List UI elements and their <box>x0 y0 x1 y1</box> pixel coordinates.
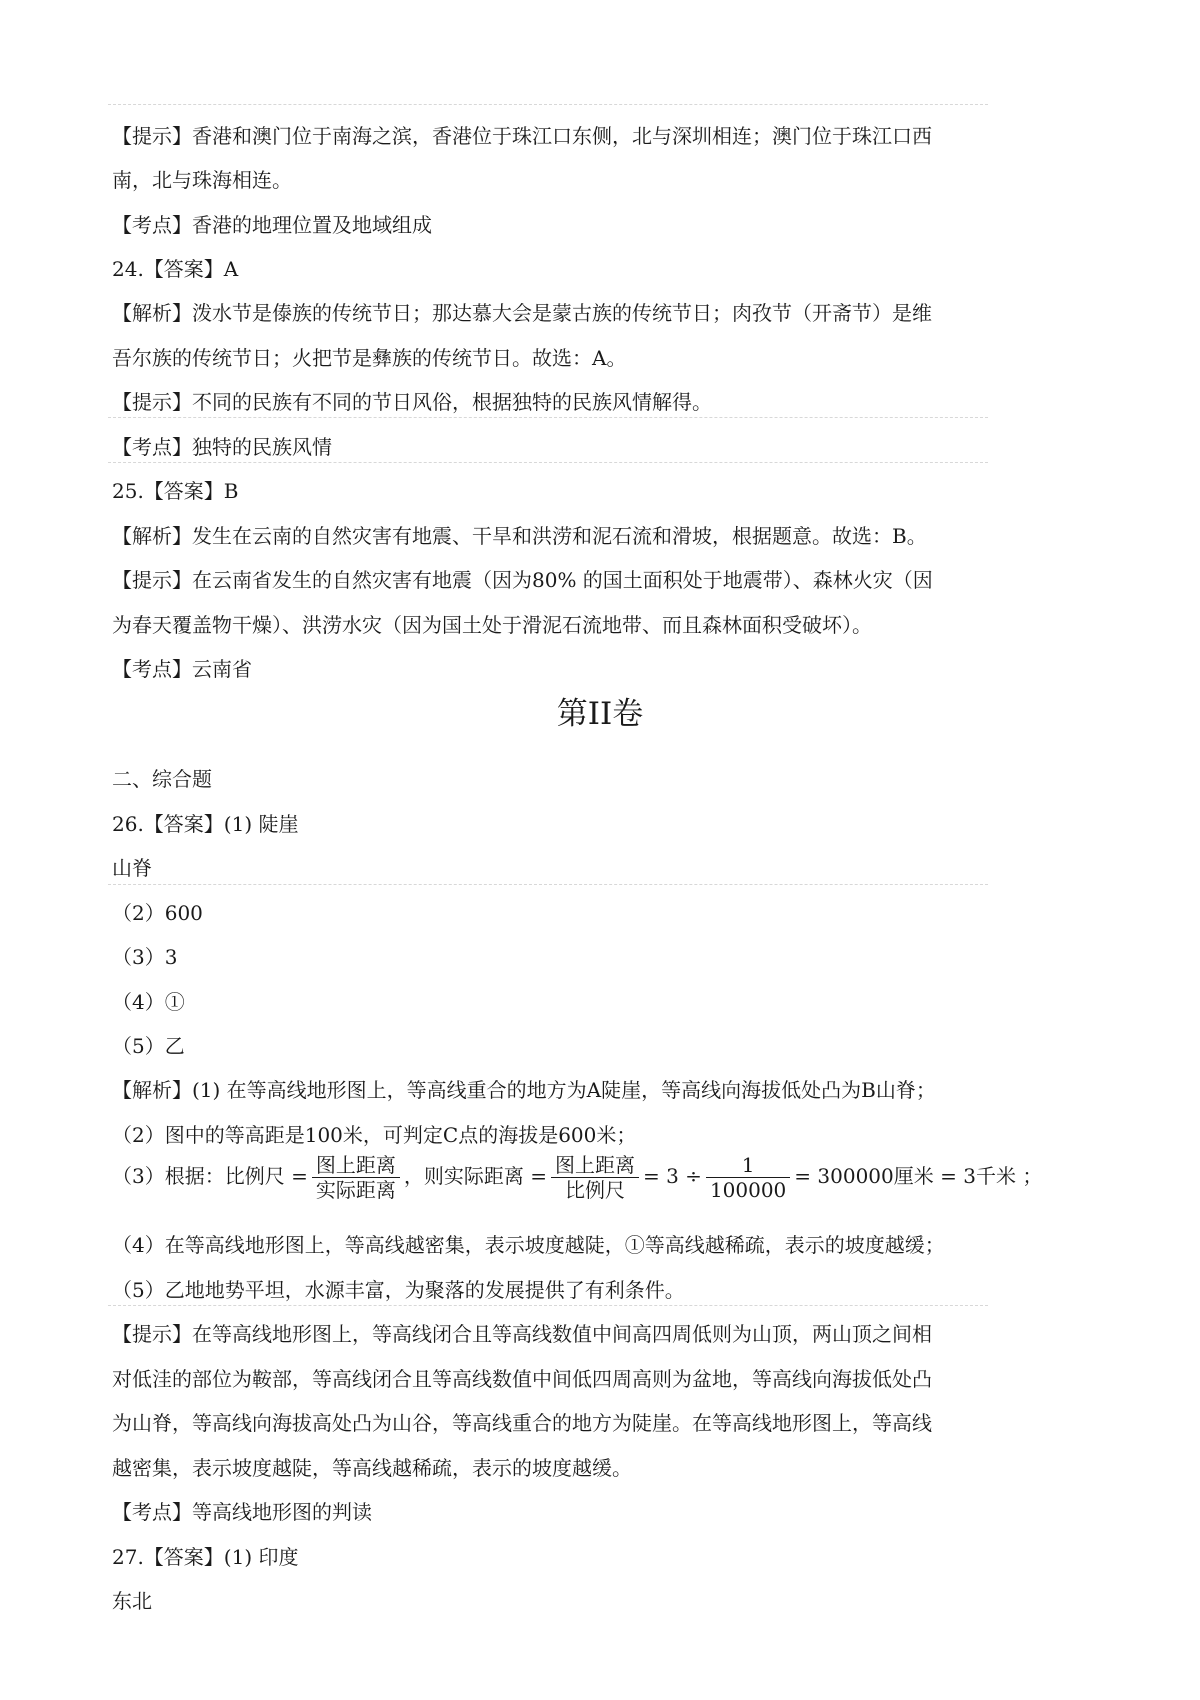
dashed-separator <box>108 417 988 418</box>
fraction-denominator: 100000 <box>709 1178 787 1202</box>
fraction-ratio <box>706 1153 790 1202</box>
text-line: 【提示】不同的民族有不同的节日风俗，根据独特的民族风情解得。 <box>112 390 712 414</box>
fraction-numerator: 图上距离 <box>551 1153 639 1178</box>
formula-middle: ，则实际距离 = <box>403 1164 547 1188</box>
text-line: （2）600 <box>112 901 203 925</box>
fraction-denominator: 比例尺 <box>564 1178 625 1202</box>
text-line: 越密集，表示坡度越陡，等高线越稀疏，表示的坡度越缓。 <box>112 1456 632 1480</box>
dashed-separator <box>108 462 988 463</box>
question-25-answer: 25.【答案】B <box>112 479 239 503</box>
text-line: 南，北与珠海相连。 <box>112 168 292 192</box>
text-line: （2）图中的等高距是100米，可判定C点的海拔是600米； <box>112 1123 637 1147</box>
text-line: 【解析】泼水节是傣族的传统节日；那达慕大会是蒙古族的传统节日；肉孜节（开斋节）是维 <box>112 301 932 325</box>
text-line: 山脊 <box>112 856 152 880</box>
formula-prefix: （3）根据：比例尺 = <box>112 1164 308 1188</box>
dashed-separator <box>108 104 988 105</box>
section-title: 第II卷 <box>556 696 644 732</box>
formula-result: = 300000厘米 = 3千米 ； <box>794 1164 1043 1188</box>
text-line: 【提示】在等高线地形图上，等高线闭合且等高线数值中间高四周低则为山顶，两山顶之间相 <box>112 1322 932 1346</box>
section-heading: 二、综合题 <box>112 767 212 791</box>
text-line: 【考点】等高线地形图的判读 <box>112 1500 372 1524</box>
formula-line <box>112 1152 1043 1212</box>
question-24-answer: 24.【答案】A <box>112 257 239 281</box>
text-line: （4）① <box>112 990 185 1014</box>
formula-eq: = 3 ÷ <box>642 1164 702 1188</box>
text-line: 【考点】香港的地理位置及地域组成 <box>112 213 432 237</box>
fraction-numerator: 图上距离 <box>312 1153 400 1178</box>
text-line: 【考点】独特的民族风情 <box>112 435 332 459</box>
fraction-scale <box>312 1153 400 1202</box>
text-line: 【考点】云南省 <box>112 657 252 681</box>
text-line: 【解析】发生在云南的自然灾害有地震、干旱和洪涝和泥石流和滑坡，根据题意。故选：B。 <box>112 524 927 548</box>
text-line: 为春天覆盖物干燥）、洪涝水灾（因为国土处于滑泥石流地带、而且森林面积受破坏）。 <box>112 613 872 637</box>
text-line: 对低洼的部位为鞍部，等高线闭合且等高线数值中间低四周高则为盆地，等高线向海拔低处凸 <box>112 1367 932 1391</box>
fraction-denominator: 实际距离 <box>315 1178 396 1202</box>
text-line: （4）在等高线地形图上，等高线越密集，表示坡度越陡，①等高线越稀疏，表示的坡度越缓； <box>112 1233 945 1257</box>
text-line: （5）乙 <box>112 1034 185 1058</box>
text-line: （5）乙地地势平坦，水源丰富，为聚落的发展提供了有利条件。 <box>112 1278 685 1302</box>
question-26-answer: 26.【答案】(1) 陡崖 <box>112 812 299 836</box>
text-line: 【解析】(1) 在等高线地形图上，等高线重合的地方为A陡崖，等高线向海拔低处凸为B山脊； <box>112 1078 936 1102</box>
text-line: 东北 <box>112 1589 152 1613</box>
question-27-answer: 27.【答案】(1) 印度 <box>112 1545 299 1569</box>
text-line: （3）3 <box>112 945 178 969</box>
text-line: 为山脊，等高线向海拔高处凸为山谷，等高线重合的地方为陡崖。在等高线地形图上，等高线 <box>112 1411 932 1435</box>
text-line: 【提示】在云南省发生的自然灾害有地震（因为80% 的国土面积处于地震带）、森林火灾（因 <box>112 568 933 592</box>
fraction-numerator: 1 <box>706 1153 790 1178</box>
text-line: 吾尔族的传统节日；火把节是彝族的传统节日。故选：A。 <box>112 346 627 370</box>
dashed-separator <box>108 1305 988 1306</box>
dashed-separator <box>108 884 988 885</box>
fraction-distance <box>551 1153 639 1202</box>
text-line: 【提示】香港和澳门位于南海之滨，香港位于珠江口东侧，北与深圳相连；澳门位于珠江口西 <box>112 124 932 148</box>
